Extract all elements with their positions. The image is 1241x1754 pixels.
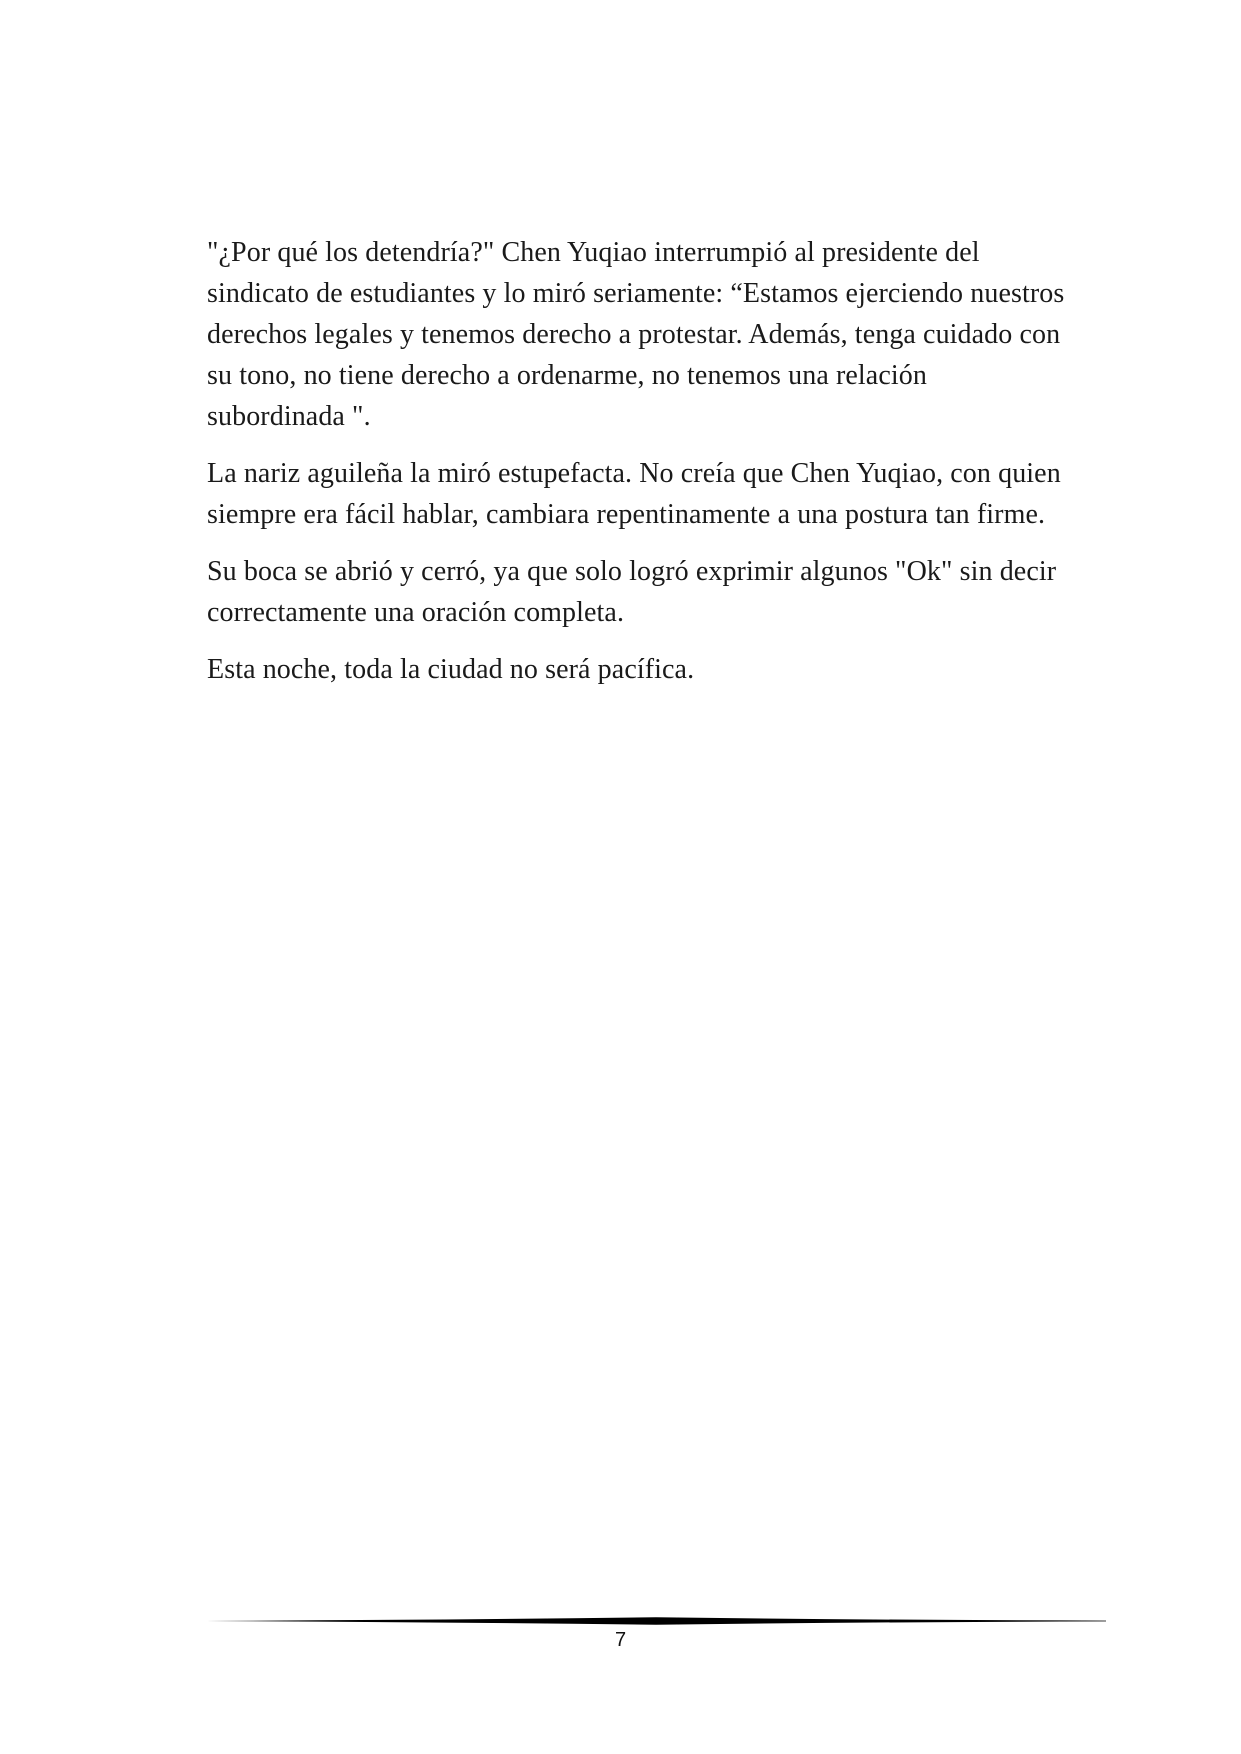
- footer-divider: [206, 1614, 1106, 1628]
- paragraph-2: La nariz aguileña la miró estupefacta. No creía que Chen Yuqiao, con quien siempre era fácil hablar, cambiara repentinamente a una postura tan firme.: [207, 458, 1061, 530]
- footer-divider-shape: [206, 1617, 1106, 1625]
- paragraph-1: "¿Por qué los detendría?" Chen Yuqiao interrumpió al presidente del sindicato de estudiantes y lo miró seriamente: “Estamos ejerciendo nuestros derechos legales y tenemos derecho a protestar. Además, tenga cuidado con su tono, no tiene derecho a ordenarme, no tenemos una relación subordinada ".: [207, 237, 1065, 432]
- body-text: [207, 232, 1067, 706]
- page-number: 7: [614, 1629, 627, 1651]
- paragraph-4: Esta noche, toda la ciudad no será pacífica.: [207, 654, 695, 685]
- paragraph-3: Su boca se abrió y cerró, ya que solo logró exprimir algunos "Ok" sin decir correctamente una oración completa.: [207, 556, 1057, 628]
